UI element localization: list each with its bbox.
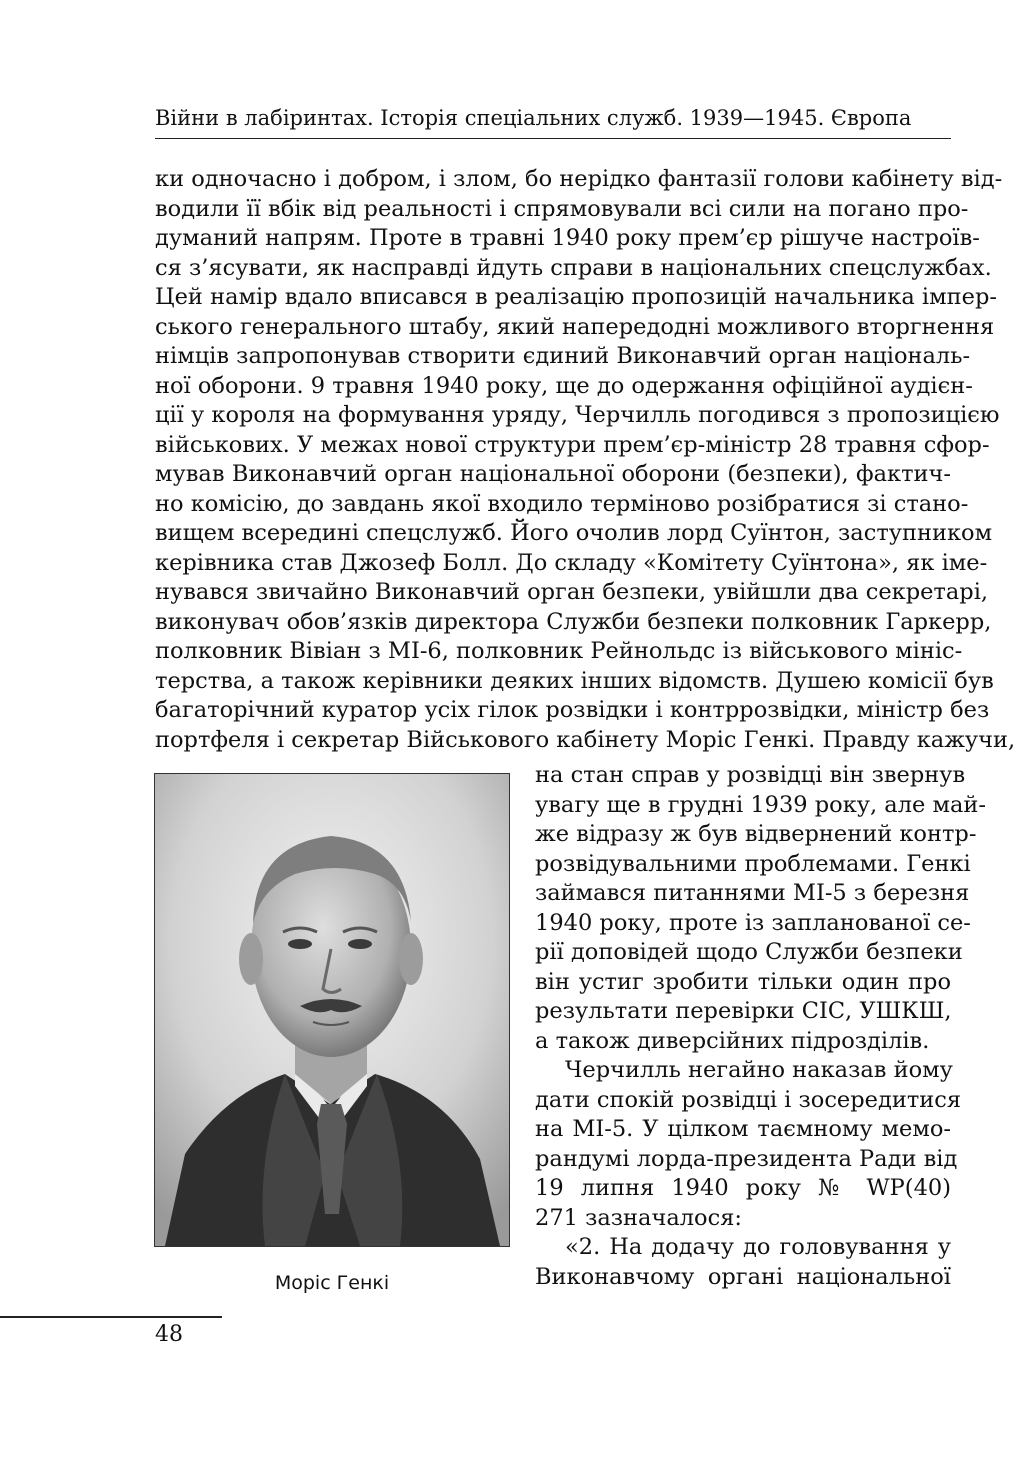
photo-caption: Моріс Генкі <box>274 1272 390 1294</box>
body-line: Цей намір вдало вписався в реалізацію пропозицій начальника імпер- <box>155 284 997 310</box>
body-line: ського генерального штабу, який напередодні можливого вторгнення <box>155 313 995 340</box>
body-line: займався питаннями МІ-5 з березня <box>535 880 970 906</box>
body-line: думаний напрям. Проте в травні 1940 року прем’єр рішуче настроїв- <box>155 225 980 251</box>
body-line: увагу ще в грудні 1939 року, але май- <box>535 791 986 818</box>
body-line: ки одночасно і добром, і злом, бо нерідко фантазії голови кабінету від- <box>155 166 1003 192</box>
header-rule <box>155 138 951 139</box>
portrait-photo <box>154 773 510 1247</box>
body-line: а також диверсійних підрозділів. <box>535 1027 930 1054</box>
body-line: німців запропонував створити єдиний Виконавчий орган національ- <box>155 343 971 369</box>
body-line: 1940 року, проте із запланованої се- <box>535 909 971 936</box>
running-header: Війни в лабіринтах. Історія спеціальних служб. 1939—1945. Європа <box>155 106 912 130</box>
body-line: ції у короля на формування уряду, Черчилль погодився з пропозицією <box>155 402 1000 428</box>
body-line: дати спокій розвідці і зосередитися <box>535 1086 962 1113</box>
body-line: на стан справ у розвідці він звернув <box>535 762 966 788</box>
body-line: багаторічний куратор усіх гілок розвідки і контррозвідки, міністр без <box>155 697 990 723</box>
body-line: виконувач обов’язків директора Служби безпеки полковник Гаркерр, <box>155 608 992 635</box>
body-line: же відразу ж був відвернений контр- <box>535 821 977 847</box>
body-line: водили її вбік від реальності і спрямовували всі сили на погано про- <box>155 195 969 222</box>
body-line: результати перевірки СІС, УШКШ, <box>535 998 952 1024</box>
body-line: рії доповідей щодо Служби безпеки <box>535 939 963 965</box>
footer-rule <box>0 1316 222 1318</box>
body-line: ся з’ясувати, як насправді йдуть справи в національних спецслужбах. <box>155 254 992 281</box>
body-line: ної оборони. 9 травня 1940 року, ще до одержання офіційної аудієн- <box>155 372 973 399</box>
body-line: рандумі лорда-президента Ради від <box>535 1145 958 1172</box>
body-line: керівника став Джозеф Болл. До складу «Комітету Суїнтона», як іме- <box>155 549 988 576</box>
body-line: нувався звичайно Виконавчий орган безпеки, увійшли два секретарі, <box>155 579 989 605</box>
body-line: 271 зазначалося: <box>535 1204 742 1231</box>
body-line: військових. У межах нової структури прем’єр-міністр 28 травня сфор- <box>155 431 990 458</box>
body-line: 19 липня 1940 року № WP(40) <box>535 1175 951 1201</box>
body-line: «2. На додачу до головування у <box>565 1234 951 1260</box>
body-line: мував Виконавчий орган національної оборони (безпеки), фактич- <box>155 461 951 487</box>
page-number: 48 <box>155 1322 183 1347</box>
body-line: терства, а також керівники деяких інших відомств. Душею комісії був <box>155 667 994 694</box>
body-line: Черчилль негайно наказав йому <box>565 1057 953 1083</box>
body-line: полковник Вівіан з МІ-6, полковник Рейнольдс із військового мініс- <box>155 638 963 664</box>
body-line: но комісію, до завдань якої входило терміново розібратися зі стано- <box>155 490 969 517</box>
body-line: вищем всередині спецслужб. Його очолив лорд Суїнтон, заступником <box>155 520 993 546</box>
body-line: розвідувальними проблемами. Генкі <box>535 850 971 877</box>
body-line: на МІ-5. У цілком таємному мемо- <box>535 1116 951 1142</box>
body-line: він устиг зробити тільки один про <box>535 968 951 995</box>
body-line: портфеля і секретар Військового кабінету Моріс Генкі. Правду кажучи, <box>155 726 1016 753</box>
body-line: Виконавчому органі національної <box>535 1263 951 1290</box>
